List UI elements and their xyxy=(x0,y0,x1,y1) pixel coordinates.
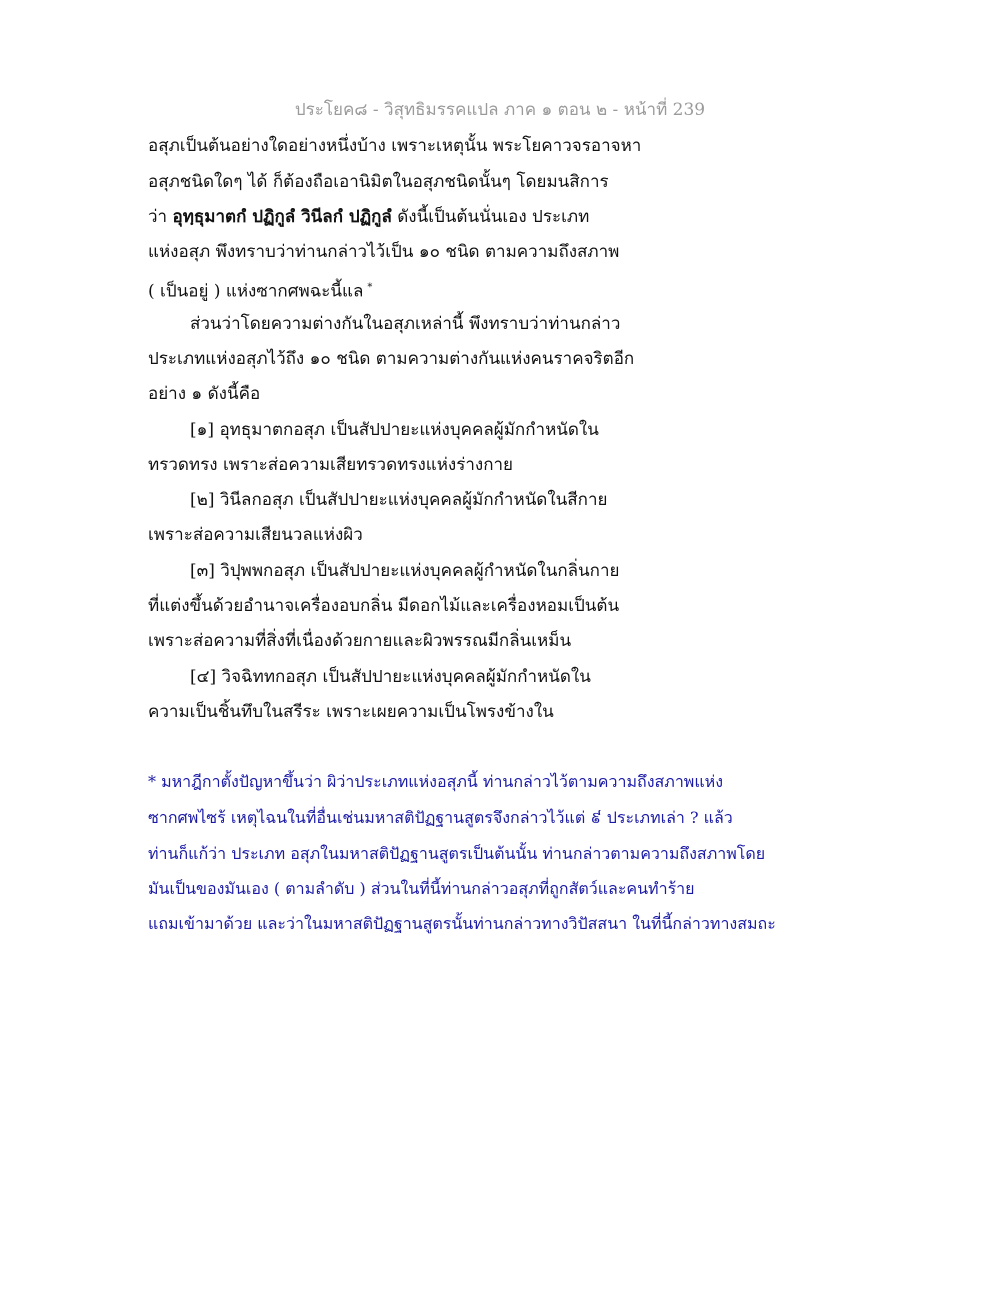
body-line: ที่แต่งขึ้นด้วยอำนาจเครื่องอบกลิ่น มีดอกไม้และเครื่องหอมเป็นต้น xyxy=(148,596,620,616)
body-text: ( เป็นอยู่ ) แห่งซากศพฉะนี้แล xyxy=(148,281,364,302)
footnote-line: มันเป็นของมันเอง ( ตามลำดับ ) ส่วนในที่นี้ท่านกล่าวอสุภที่ถูกสัตว์และคนทำร้าย xyxy=(148,879,695,898)
body-line xyxy=(148,205,589,229)
body-text: ว่า xyxy=(148,207,173,227)
pali-term-bold: อุทฺธุมาตกํ ปฏิกูลํ วินีลกํ ปฏิกูลํ xyxy=(172,207,392,227)
body-line: แห่งอสุภ พึงทราบว่าท่านกล่าวไว้เป็น ๑๐ ชนิด ตามความถึงสภาพ xyxy=(148,242,620,262)
list-item: [๔] วิจฉิททกอสุภ เป็นสัปปายะแห่งบุคคลผู้มักกำหนัดใน xyxy=(190,667,591,687)
body-line: อสุภเป็นต้นอย่างใดอย่างหนึ่งบ้าง เพราะเหตุนั้น พระโยคาวจรอาจหา xyxy=(148,136,642,156)
footnote-line: * มหาฎีกาตั้งปัญหาขึ้นว่า ผิว่าประเภทแห่งอสุภนี้ ท่านกล่าวไว้ตามความถึงสภาพแห่ง xyxy=(148,772,724,791)
body-line: อย่าง ๑ ดังนี้คือ xyxy=(148,384,261,404)
body-text: ดังนี้เป็นต้นนั่นเอง ประเภท xyxy=(391,207,590,227)
list-item: [๓] วิปุพพกอสุภ เป็นสัปปายะแห่งบุคคลผู้กำหนัดในกลิ่นกาย xyxy=(190,561,620,581)
footnote-line: ท่านก็แก้ว่า ประเภท อสุภในมหาสติปัฏฐานสูตรเป็นต้นนั้น ท่านกล่าวตามความถึงสภาพโดย xyxy=(148,844,766,863)
body-line: เพราะส่อความที่สิ่งที่เนื่องด้วยกายและผิวพรรณมีกลิ่นเหม็น xyxy=(148,631,572,651)
body-line: เพราะส่อความเสียนวลแห่งผิว xyxy=(148,525,363,545)
list-item: [๒] วินีลกอสุภ เป็นสัปปายะแห่งบุคคลผู้มักกำหนัดในสีกาย xyxy=(190,490,608,510)
body-line: อสุภชนิดใดๆ ได้ ก็ต้องถือเอานิมิตในอสุภชนิดนั้นๆ โดยมนสิการ xyxy=(148,172,609,192)
footnote-line: แถมเข้ามาด้วย และว่าในมหาสติปัฏฐานสูตรนั้นท่านกล่าวทางวิปัสสนา ในที่นี้กล่าวทางสมถะ xyxy=(148,914,776,933)
paragraph-start: ส่วนว่าโดยความต่างกันในอสุภเหล่านี้ พึงทราบว่าท่านกล่าว xyxy=(190,314,621,334)
body-line: ทรวดทรง เพราะส่อความเสียทรวดทรงแห่งร่างกาย xyxy=(148,455,513,475)
footnote-line: ซากศพไซร้ เหตุไฉนในที่อื่นเช่นมหาสติปัฏฐานสูตรจึงกล่าวไว้แต่ ៩ ประเภทเล่า ? แล้ว xyxy=(148,808,733,827)
running-header: ประโยค๘ - วิสุทธิมรรคแปล ภาค ๑ ตอน ๒ - หน้าที่ 239 xyxy=(294,100,706,120)
body-line xyxy=(148,276,372,304)
list-item: [๑] อุทธุมาตกอสุภ เป็นสัปปายะแห่งบุคคลผู้มักกำหนัดใน xyxy=(190,420,599,440)
body-line: ประเภทแห่งอสุภไว้ถึง ๑๐ ชนิด ตามความต่างกันแห่งคนราคจริตอีก xyxy=(148,349,635,369)
body-line: ความเป็นชิ้นทึบในสรีระ เพราะเผยความเป็นโพรงข้างใน xyxy=(148,702,554,722)
footnote-marker: * xyxy=(367,282,373,293)
